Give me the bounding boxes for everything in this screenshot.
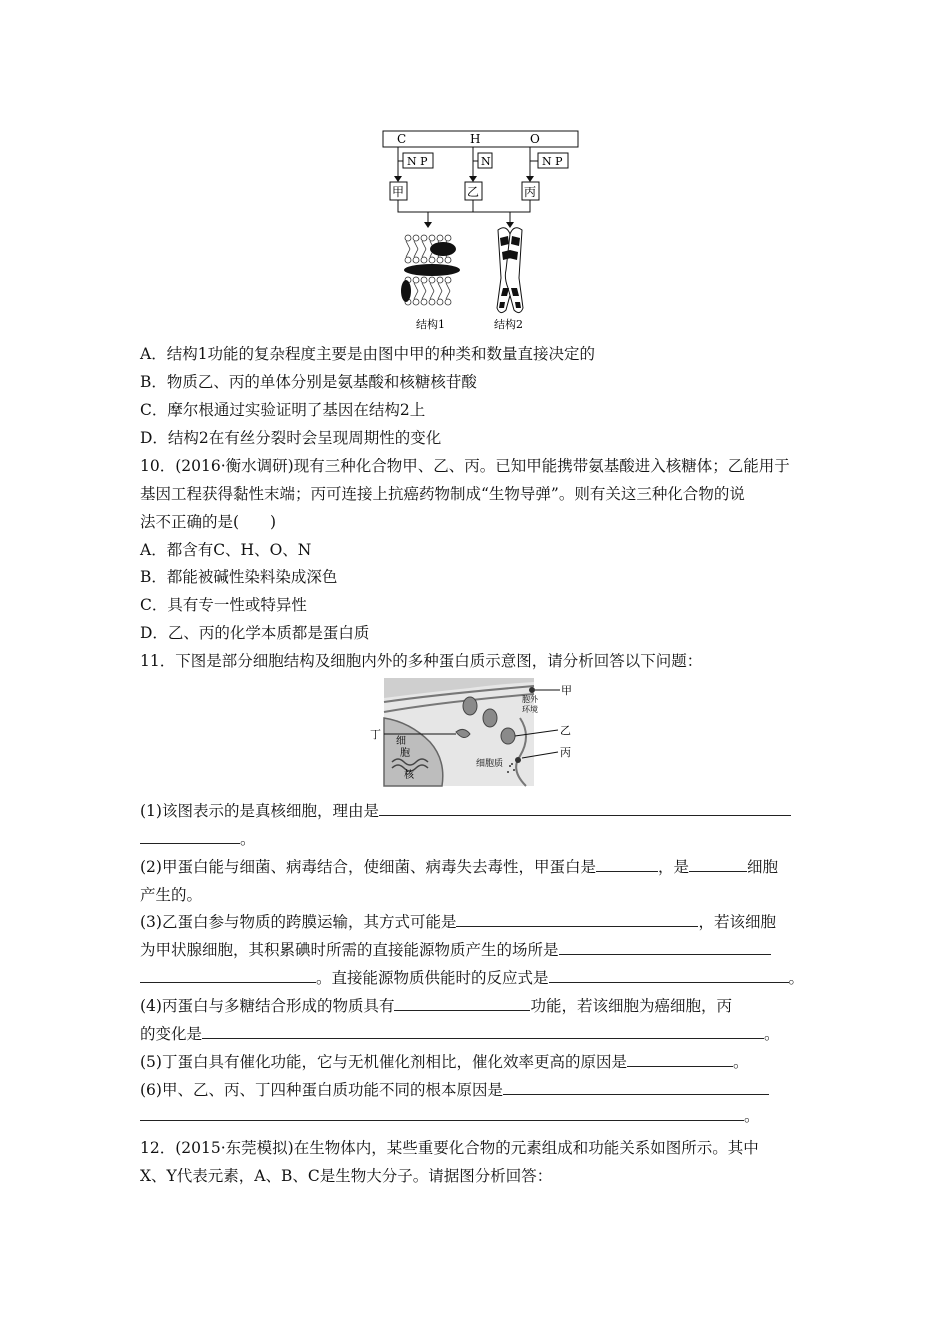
jia-protein	[529, 687, 535, 693]
q11-part-5: (5)丁蛋白具有催化功能，它与无机催化剂相比，催化效率更高的原因是 。	[140, 1053, 749, 1071]
answer-blank[interactable]	[394, 996, 530, 1011]
answer-blank[interactable]	[627, 1052, 733, 1067]
q11-part-3-cont-2: 。直接能源物质供能时的反应式是 。	[140, 968, 804, 988]
q10-option-b: B．都能被碱性染料染成深色	[140, 568, 338, 586]
q9-option-b: B．物质乙、丙的单体分别是氨基酸和核糖核苷酸	[140, 373, 477, 391]
q11-part-2: (2)甲蛋白能与细菌、病毒结合，使细菌、病毒失去毒性，甲蛋白是 ，是 细胞	[140, 858, 778, 876]
membrane-structure	[401, 235, 460, 305]
answer-blank[interactable]	[140, 968, 316, 983]
answer-blank[interactable]	[549, 968, 789, 983]
nucleus-label-1: 细	[396, 736, 406, 747]
q11-part-3-cont: 为甲状腺细胞，其积累碘时所需的直接能源物质产生的场所是	[140, 940, 771, 960]
answer-blank[interactable]	[379, 801, 791, 816]
q11-part-2-cont: 产生的。	[140, 886, 203, 904]
q11-part-6: (6)甲、乙、丙、丁四种蛋白质功能不同的根本原因是	[140, 1080, 769, 1100]
q10-option-c: C．具有专一性或特异性	[140, 596, 307, 614]
q10-stem-line-3: 法不正确的是( )	[140, 513, 277, 531]
answer-blank[interactable]	[202, 1024, 764, 1039]
structure-1-label: 结构1	[416, 318, 445, 331]
element-h: H	[470, 132, 481, 146]
q12-stem-line-2: X、Y代表元素，A、B、C是生物大分子。请据图分析回答：	[140, 1167, 553, 1185]
q10-option-a: A．都含有C、H、O、N	[140, 541, 312, 559]
substance-bing: 丙	[524, 185, 537, 199]
outside-label-1: 胞外	[522, 695, 538, 704]
answer-blank[interactable]	[456, 912, 698, 927]
q10-stem-line-2: 基因工程获得黏性末端；丙可连接上抗癌药物制成“生物导弹”。则有关这三种化合物的说	[140, 485, 745, 503]
composition-diagram	[370, 128, 585, 338]
element-c: C	[397, 132, 407, 146]
branch-np-2: N P	[542, 155, 563, 168]
nucleus-label-2: 胞	[400, 748, 410, 759]
branch-n: N	[481, 155, 491, 168]
jia-label: 甲	[561, 684, 572, 697]
answer-blank[interactable]	[559, 940, 771, 955]
element-o: O	[530, 132, 540, 146]
substance-yi: 乙	[467, 185, 480, 199]
q11-part-1-cont: 。	[140, 829, 256, 849]
structure-2-label: 结构2	[494, 318, 523, 331]
q11-stem: 11．下图是部分细胞结构及细胞内外的多种蛋白质示意图，请分析回答以下问题：	[140, 652, 703, 670]
branch-np-1: N P	[407, 155, 428, 168]
answer-blank[interactable]	[140, 1106, 744, 1121]
q9-option-c: C．摩尔根通过实验证明了基因在结构2上	[140, 401, 426, 419]
q12-stem-line-1: 12．(2015·东莞模拟)在生物体内，某些重要化合物的元素组成和功能关系如图所示。其中	[140, 1139, 759, 1157]
nucleus-label-3: 核	[404, 770, 414, 781]
cytoplasm-label: 细胞质	[476, 759, 504, 769]
q11-part-4-cont: 的变化是 。	[140, 1025, 780, 1043]
top-element-box	[383, 131, 578, 147]
q9-option-a: A．结构1功能的复杂程度主要是由图中甲的种类和数量直接决定的	[140, 345, 596, 363]
substance-jia: 甲	[392, 185, 405, 199]
chromosome-structure	[497, 228, 523, 313]
q10-stem-line-1: 10．(2016·衡水调研)现有三种化合物甲、乙、丙。已知甲能携带氨基酸进入核糖体；乙能用于	[140, 457, 790, 475]
ding-label: 丁	[370, 728, 381, 741]
q10-option-d: D．乙、丙的化学本质都是蛋白质	[140, 624, 370, 642]
cell-protein-figure	[370, 678, 585, 788]
q11-part-1: (1)该图表示的是真核细胞，理由是	[140, 801, 791, 821]
answer-blank[interactable]	[596, 857, 658, 872]
q11-part-6-cont: 。	[140, 1106, 760, 1126]
answer-blank[interactable]	[689, 857, 747, 872]
yi-label: 乙	[560, 724, 571, 737]
outside-label-2: 环境	[522, 705, 538, 714]
q11-part-4: (4)丙蛋白与多糖结合形成的物质具有 功能，若该细胞为癌细胞，丙	[140, 997, 732, 1015]
q9-option-d: D．结构2在有丝分裂时会呈现周期性的变化	[140, 429, 442, 447]
answer-blank[interactable]	[503, 1080, 769, 1095]
bing-label: 丙	[560, 746, 571, 759]
answer-blank[interactable]	[140, 829, 240, 844]
q11-part-3: (3)乙蛋白参与物质的跨膜运输，其方式可能是 ，若该细胞	[140, 913, 776, 931]
